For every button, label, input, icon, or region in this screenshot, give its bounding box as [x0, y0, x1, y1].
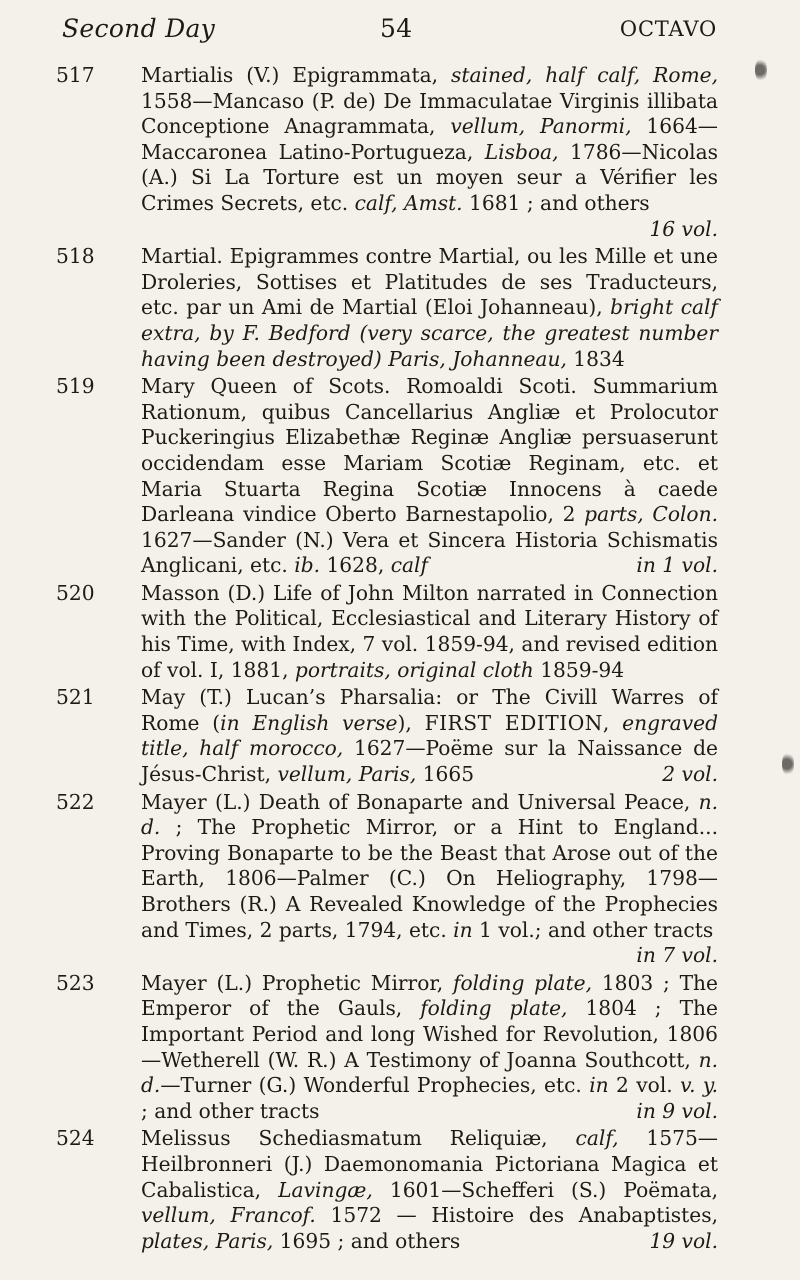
- lot-description-text: bright calf extra, by F. Bedford (very scarce, the greatest number having been destroyed) Paris, Johanneau,: [141, 295, 718, 371]
- lot-description-text: vellum, Panormi,: [450, 114, 632, 139]
- lot-description-text: Mayer (L.) Prophetic Mirror,: [141, 970, 453, 995]
- lot-description-text: in: [589, 1073, 609, 1098]
- lot-volume-count: in 1 vol.: [636, 553, 718, 578]
- lot-description-text: Martial. Epigrammes contre Martial, ou les Mille et une Droleries, Sottises et Platitudes de ses Traducteurs, etc. par un Ami de Martial (Eloi Johanneau),: [141, 244, 718, 320]
- lot-description-text: portraits, original cloth: [294, 657, 534, 682]
- lot-description-text: 1695 ; and others: [273, 1228, 461, 1253]
- lot-description-text: ib.: [294, 553, 321, 578]
- lot-volume-count: 2 vol.: [662, 762, 718, 787]
- lot-description-text: parts, Colon.: [584, 502, 718, 527]
- lot-description-text: folding plate,: [452, 970, 593, 995]
- lot-description-text: FIRST EDITION: [424, 710, 603, 735]
- lot-description-text: plates, Paris,: [141, 1228, 274, 1253]
- margin-blemish: [755, 58, 767, 82]
- lot-number: 523: [56, 970, 95, 995]
- lot-description-text: ,: [602, 710, 623, 735]
- lot-entry: [56, 63, 718, 242]
- lot-description-text: Mary Queen of Scots. Romoaldi Scoti. Summarium Rationum, quibus Cancellarius Angliæ et Prolocutor Puckeringius Elizabethæ Reginæ Angliæ persuaserunt occidendam esse Mariam Scotiæ Reginam, etc. et Maria Stuarta Regina Scotiæ Innocens à caede Darleana vindice Oberto Barnestapolio, 2: [141, 374, 718, 527]
- lot-description-text: 1601—Schefferi (S.) Poëmata,: [372, 1177, 718, 1202]
- lot-volume-count: in 9 vol.: [636, 1098, 718, 1123]
- header-section-title: Second Day: [62, 14, 216, 43]
- lot-description-text: ),: [397, 710, 425, 735]
- header-format: OCTAVO: [619, 17, 717, 41]
- lot-number: 520: [56, 580, 95, 605]
- lot-entry: [56, 1126, 718, 1254]
- lot-description-text: May (T.) Lucan’s Pharsalia: or The Civill Warres of Rome (: [141, 685, 718, 735]
- lot-volume-count: 19 vol.: [649, 1228, 718, 1253]
- lot-description-text: 1803 ; The Emperor of the Gauls,: [141, 970, 718, 1021]
- lot-description-text: 1558—Mancaso (P. de) De Immaculatae Virginis illibata Conceptione Anagrammata,: [141, 88, 718, 139]
- lot-description-text: 1681 ; and others: [462, 190, 650, 215]
- lot-entry: [56, 685, 718, 787]
- lot-description-text: 1575—Heilbronneri (J.) Daemonomania Pictoriana Magica et Cabalistica,: [141, 1126, 718, 1202]
- running-header: [62, 14, 717, 54]
- lot-description-text: n. d.: [141, 1047, 718, 1098]
- lot-volume-count: in 7 vol.: [636, 943, 718, 968]
- lot-description-text: stained, half calf, Rome,: [451, 63, 719, 87]
- lot-number: 517: [56, 63, 95, 87]
- lot-description-text: 1834: [566, 346, 625, 371]
- lot-description-text: 2 vol.: [608, 1073, 681, 1098]
- lot-number: 522: [56, 789, 95, 814]
- lot-description-text: ; The Prophetic Mirror, or a Hint to England... Proving Bonaparte to be the Beast that Arose out of the Earth, 1806—Palmer (C.) On Heliography, 1798—Brothers (R.) A Revealed Knowledge of the Prophecies and Times, 2 parts, 1794, etc.: [141, 815, 718, 942]
- lot-description-text: Martialis (V.) Epigrammata,: [141, 63, 452, 87]
- page-number: 54: [380, 14, 413, 43]
- lot-description-text: calf: [390, 553, 428, 578]
- lot-description-text: calf, Amst.: [354, 190, 463, 215]
- lot-description-text: 1664—Maccaronea Latino-Portugueza,: [141, 114, 718, 164]
- lot-description-text: ; and other tracts: [141, 1098, 320, 1123]
- lot-description-text: 1572 — Histoire des Anabaptistes,: [315, 1203, 718, 1228]
- lot-entry: [56, 374, 718, 579]
- lot-description-text: 1665: [416, 762, 475, 787]
- lot-entry: [56, 581, 718, 683]
- lot-description-text: engraved title, half morocco,: [141, 710, 718, 761]
- lot-description-text: Melissus Schediasmatum Reliquiæ,: [141, 1126, 576, 1151]
- lot-description-text: 1627—Sander (N.) Vera et Sincera Historia Schismatis Anglicani, etc.: [141, 527, 718, 578]
- lot-description-text: folding plate,: [420, 996, 568, 1021]
- lot-description-text: 1804 ; The Important Period and long Wished for Revolution, 1806—Wetherell (W. R.) A Testimony of Joanna Southcott,: [141, 996, 718, 1072]
- lot-description-text: vellum, Francof.: [141, 1203, 316, 1228]
- lot-description-text: Mayer (L.) Death of Bonaparte and Universal Peace,: [141, 789, 699, 814]
- lot-description-text: Lisboa,: [484, 139, 559, 164]
- lot-description-text: n. d.: [141, 789, 718, 840]
- lot-description-text: vellum, Paris,: [277, 762, 417, 787]
- lot-number: 519: [56, 374, 95, 399]
- lot-number: 524: [56, 1126, 95, 1151]
- lot-list: [56, 63, 718, 1256]
- lot-description-text: in English verse: [220, 710, 398, 735]
- lot-description-text: 1859-94: [533, 657, 625, 682]
- lot-description-text: Lavingæ,: [278, 1177, 373, 1202]
- lot-description-text: 1627—Poëme sur la Naissance de Jésus-Christ,: [141, 736, 718, 787]
- lot-description-text: 1786—Nicolas (A.) Si La Torture est un moyen seur a Vérifier les Crimes Secrets, etc.: [141, 139, 718, 215]
- lot-description-text: 1 vol.; and other tracts: [472, 917, 714, 942]
- lot-entry: [56, 244, 718, 372]
- lot-description-text: v. y.: [680, 1073, 719, 1098]
- lot-description-text: Masson (D.) Life of John Milton narrated in Connection with the Political, Ecclesiastical and Literary History of his Time, with Index, 7 vol. 1859-94, and revised edition of vol. I, 1881,: [141, 580, 718, 682]
- lot-number: 518: [56, 244, 95, 269]
- lot-number: 521: [56, 685, 95, 710]
- lot-entry: [56, 790, 718, 969]
- lot-volume-count: 16 vol.: [649, 216, 718, 241]
- lot-description-text: calf,: [575, 1126, 619, 1151]
- margin-blemish: [782, 752, 794, 776]
- lot-description-text: 1628,: [320, 553, 391, 578]
- lot-entry: [56, 971, 718, 1125]
- lot-description-text: —Turner (G.) Wonderful Prophecies, etc.: [160, 1073, 590, 1098]
- lot-description-text: in: [453, 917, 473, 942]
